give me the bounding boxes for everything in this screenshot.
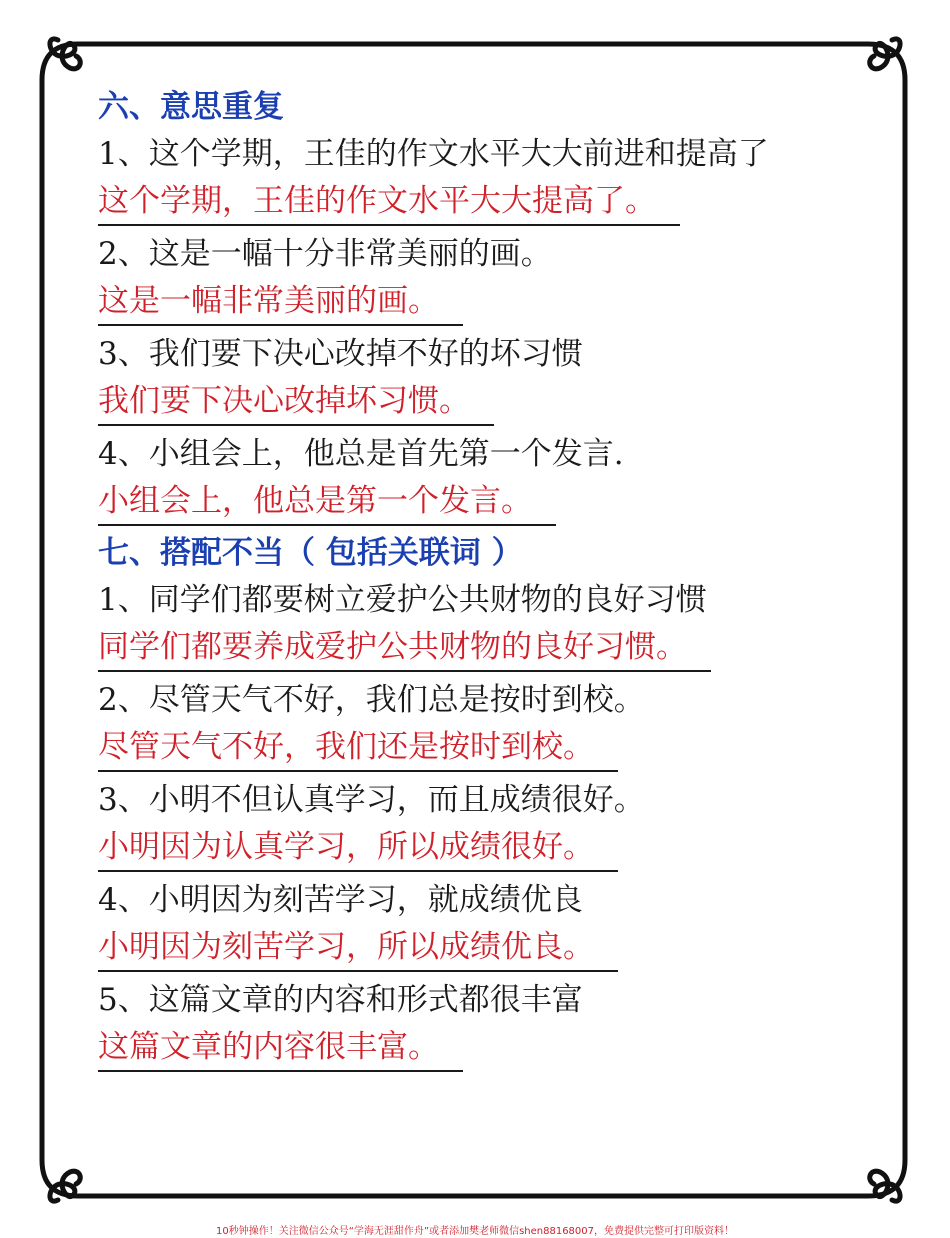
answer-text: 这个学期，王佳的作文水平大大提高了。 <box>98 178 680 226</box>
section-title: 六、意思重复 <box>98 89 284 125</box>
question-text: 3、小明不但认真学习，而且成绩很好。 <box>98 782 645 818</box>
answer-text: 同学们都要养成爱护公共财物的良好习惯。 <box>98 624 711 672</box>
question-text: 2、这是一幅十分非常美丽的画。 <box>98 236 552 272</box>
answer-text: 小组会上，他总是第一个发言。 <box>98 478 556 526</box>
question-text: 2、尽管天气不好，我们总是按时到校。 <box>98 682 645 718</box>
question-text: 5、这篇文章的内容和形式都很丰富 <box>98 982 583 1018</box>
footer-notice: 10秒钟操作！关注微信公众号“学海无涯甜作舟”或者添加樊老师微信shen88168007，免费提供完整可打印版资料！ <box>215 1226 735 1237</box>
question-text: 1、这个学期，王佳的作文水平大大前进和提高了 <box>98 136 769 172</box>
question-text: 4、小明因为刻苦学习，就成绩优良 <box>98 882 583 918</box>
answer-text: 小明因为刻苦学习，所以成绩优良。 <box>98 924 618 972</box>
section-mismatch <box>98 530 878 1076</box>
answer-text: 我们要下决心改掉坏习惯。 <box>98 378 494 426</box>
section-repetition <box>98 84 878 530</box>
question-text: 4、小组会上，他总是首先第一个发言. <box>98 436 624 472</box>
question-text: 1、同学们都要树立爱护公共财物的良好习惯 <box>98 582 707 618</box>
section-title: 七、搭配不当（ 包括关联词 ） <box>98 535 523 571</box>
answer-text: 尽管天气不好，我们还是按时到校。 <box>98 724 618 772</box>
question-text: 3、我们要下决心改掉不好的坏习惯 <box>98 336 583 372</box>
worksheet-content <box>98 84 878 1076</box>
answer-text: 这篇文章的内容很丰富。 <box>98 1024 463 1072</box>
answer-text: 这是一幅非常美丽的画。 <box>98 278 463 326</box>
answer-text: 小明因为认真学习，所以成绩很好。 <box>98 824 618 872</box>
